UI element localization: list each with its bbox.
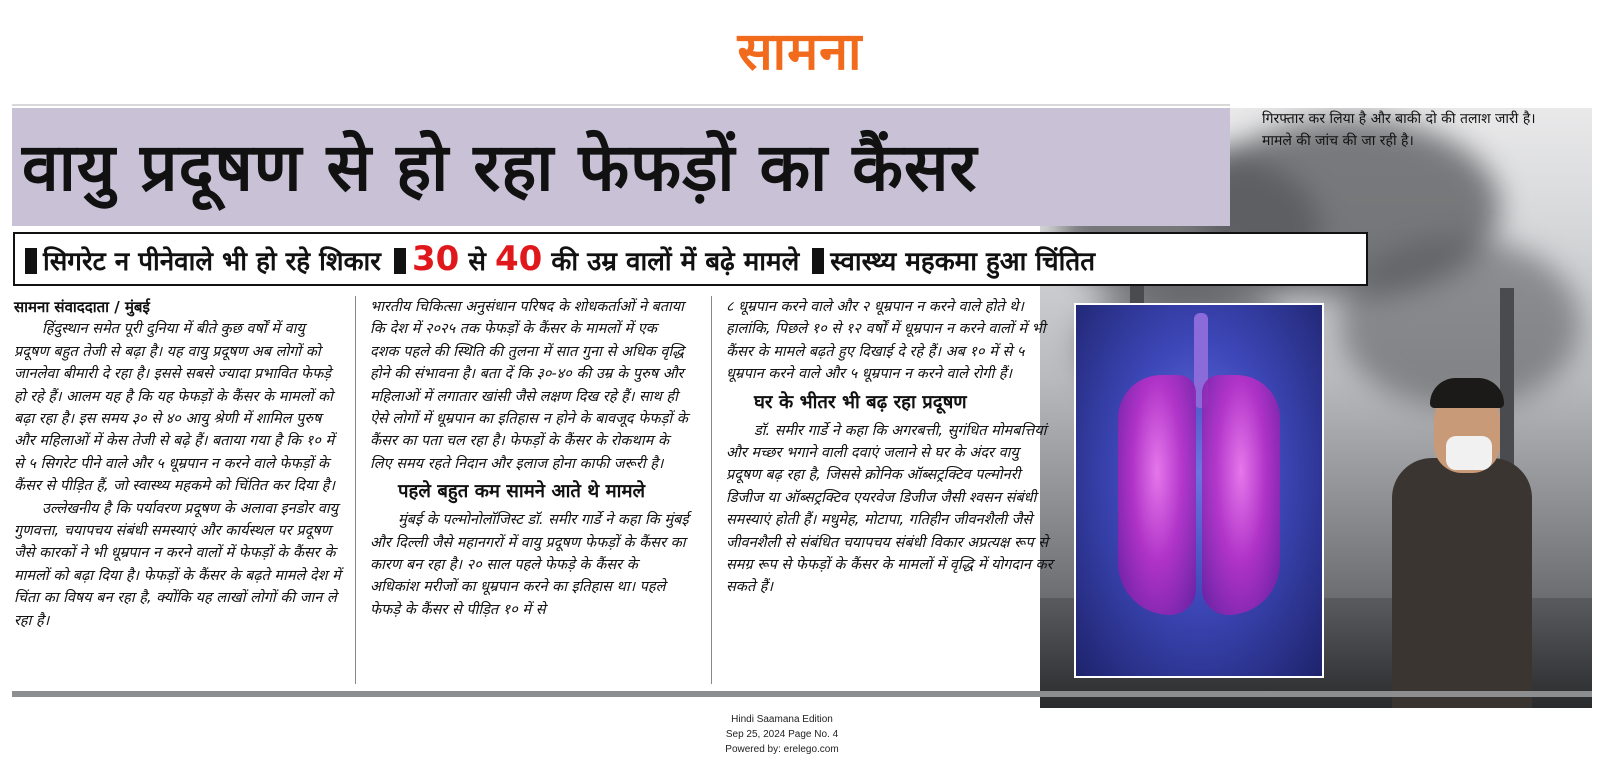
- paragraph: डॉ. समीर गार्डे ने कहा कि अगरबत्ती, सुगंधित मोमबत्तियां और मच्छर भगाने वाली दवाएं जलाने से घर के अंदर वायु प्रदूषण बढ़ रहा है, जिससे क्रोनिक ऑब्सट्रक्टिव पल्मोनरी डिजीज या ऑब्सट्रक्टिव एयरवेज डिजीज जैसी श्वसन संबंधी समस्याएं होती हैं। मधुमेह, मोटापा, गतिहीन जीवनशैली जैसे जीवनशैली से संबंधित चयापचय संबंधी विकार अप्रत्यक्ष रूप से समग्र रूप से फेफड़ों के कैंसर के मामलों में वृद्धि में योगदान कर सकते हैं।: [726, 422, 1053, 596]
- masthead-logo: सामना: [737, 22, 863, 82]
- paragraph: ८ धूम्रपान करने वाले और २ धूम्रपान न करने वाले होते थे। हालांकि, पिछले १० से १२ वर्षों में धूम्रपान न करने वालों में भी कैंसर के मामले बढ़ते हुए दिखाई दे रहे हैं। अब १० में से ५ धूम्रपान करने वाले और ५ धूम्रपान न करने वाले रोगी हैं।: [726, 299, 1046, 383]
- column-divider: [711, 296, 712, 684]
- column-divider: [355, 296, 356, 684]
- continued-story-text: गिरफ्तार कर लिया है और बाकी दो की तलाश जारी है। मामले की जांच की जा रही है।: [1262, 111, 1536, 149]
- headline: वायु प्रदूषण से हो रहा फेफड़ों का कैंसर: [22, 129, 978, 206]
- paragraph: उल्लेखनीय है कि पर्यावरण प्रदूषण के अलावा इनडोर वायु गुणवत्ता, चयापचय संबंधी समस्याएं और कार्यस्थल पर प्रदूषण जैसे कारकों ने भी धूम्रपान न करने वालों में फेफड़ों के कैंसर के मामलों को बढ़ा दिया है। फेफड़ों के कैंसर के बढ़ते मामले देश में चिंता का विषय बन रहा है, क्योंकि यह लाखों लोगों की जान ले रहा है।: [14, 500, 341, 629]
- page-footer: [682, 712, 882, 757]
- section-subheading: घर के भीतर भी बढ़ रहा प्रदूषण: [754, 391, 967, 413]
- paragraph: हिंदुस्थान समेत पूरी दुनिया में बीते कुछ वर्षों में वायु प्रदूषण बहुत तेजी से बढ़ा है। यह वायु प्रदूषण अब लोगों को जानलेवा बीमारी दे रहा है। इससे सबसे ज्यादा प्रभावित फेफड़े हो रहे हैं। आलम यह है कि यह फेफड़ों के कैंसर के मामलों को बढ़ा रहा है। इस समय ३० से ४० आयु श्रेणी में शामिल पुरुष और महिलाओं में केस तेजी से बढ़े हैं। बताया गया है कि १० में से ५ सिगरेट पीने वाले और ५ धूम्रपान न करने वाले फेफड़ों के कैंसर से पीड़ित हैं, जो स्वास्थ्य महकमे को चिंतित कर दिया है।: [14, 321, 335, 495]
- subheadline: [13, 232, 1368, 286]
- byline: सामना संवाददाता / मुंबई: [14, 298, 150, 316]
- subhead-part1: सिगरेट न पीनेवाले भी हो रहे शिकार: [43, 247, 381, 277]
- subhead-num2: 40: [495, 239, 543, 279]
- lungs-photo: [1074, 303, 1324, 678]
- paragraph: भारतीय चिकित्सा अनुसंधान परिषद के शोधकर्ताओं ने बताया कि देश में २०२५ तक फेफड़ों के कैंसर के मामलों में एक दशक पहले की स्थिति की तुलना में सात गुना से अधिक वृद्धि होने की संभावना है। बता दें कि ३०-४० की उम्र के पुरुष और महिलाओं में लगातार खांसी जैसे लक्षण दिख रहे हैं। साथ ही ऐसे लोगों में धूम्रपान का इतिहास न होने के बावजूद फेफड़ों के कैंसर का पता चल रहा है। फेफड़ों के कैंसर के रोकथाम के लिए समय रहते निदान और इलाज होना काफी जरूरी है।: [370, 299, 688, 472]
- bottom-rule: [12, 691, 1592, 697]
- subhead-part3: स्वास्थ्य महकमा हुआ चिंतित: [830, 247, 1096, 277]
- bullet-square-icon: [394, 248, 406, 274]
- subhead-part2: की उम्र वालों में बढ़े मामले: [551, 247, 800, 277]
- paragraph: मुंबई के पल्मोनोलॉजिस्ट डॉ. समीर गार्डे ने कहा कि मुंबई और दिल्ली जैसे महानगरों में वायु प्रदूषण फेफड़ों के कैंसर का कारण बन रहा है। २० साल पहले फेफड़े के कैंसर के अधिकांश मरीजों का धूम्रपान करने का इतिहास था। पहले फेफड़े के कैंसर से पीड़ित १० में से: [370, 512, 689, 618]
- article-column-3: [726, 296, 1056, 599]
- section-subheading: पहले बहुत कम सामने आते थे मामले: [398, 481, 646, 503]
- top-rule: [12, 104, 1230, 106]
- article-column-1: [14, 296, 342, 632]
- footer-date: Sep 25, 2024 Page No. 4: [725, 729, 839, 740]
- bullet-square-icon: [812, 248, 824, 274]
- subhead-num1: 30: [411, 239, 460, 279]
- article-column-2: [370, 296, 690, 621]
- footer-edition: Hindi Saamana Edition: [731, 714, 833, 725]
- subhead-mid: से: [468, 247, 486, 277]
- footer-powered-by[interactable]: Powered by: erelego.com: [725, 744, 839, 755]
- bullet-square-icon: [25, 248, 37, 274]
